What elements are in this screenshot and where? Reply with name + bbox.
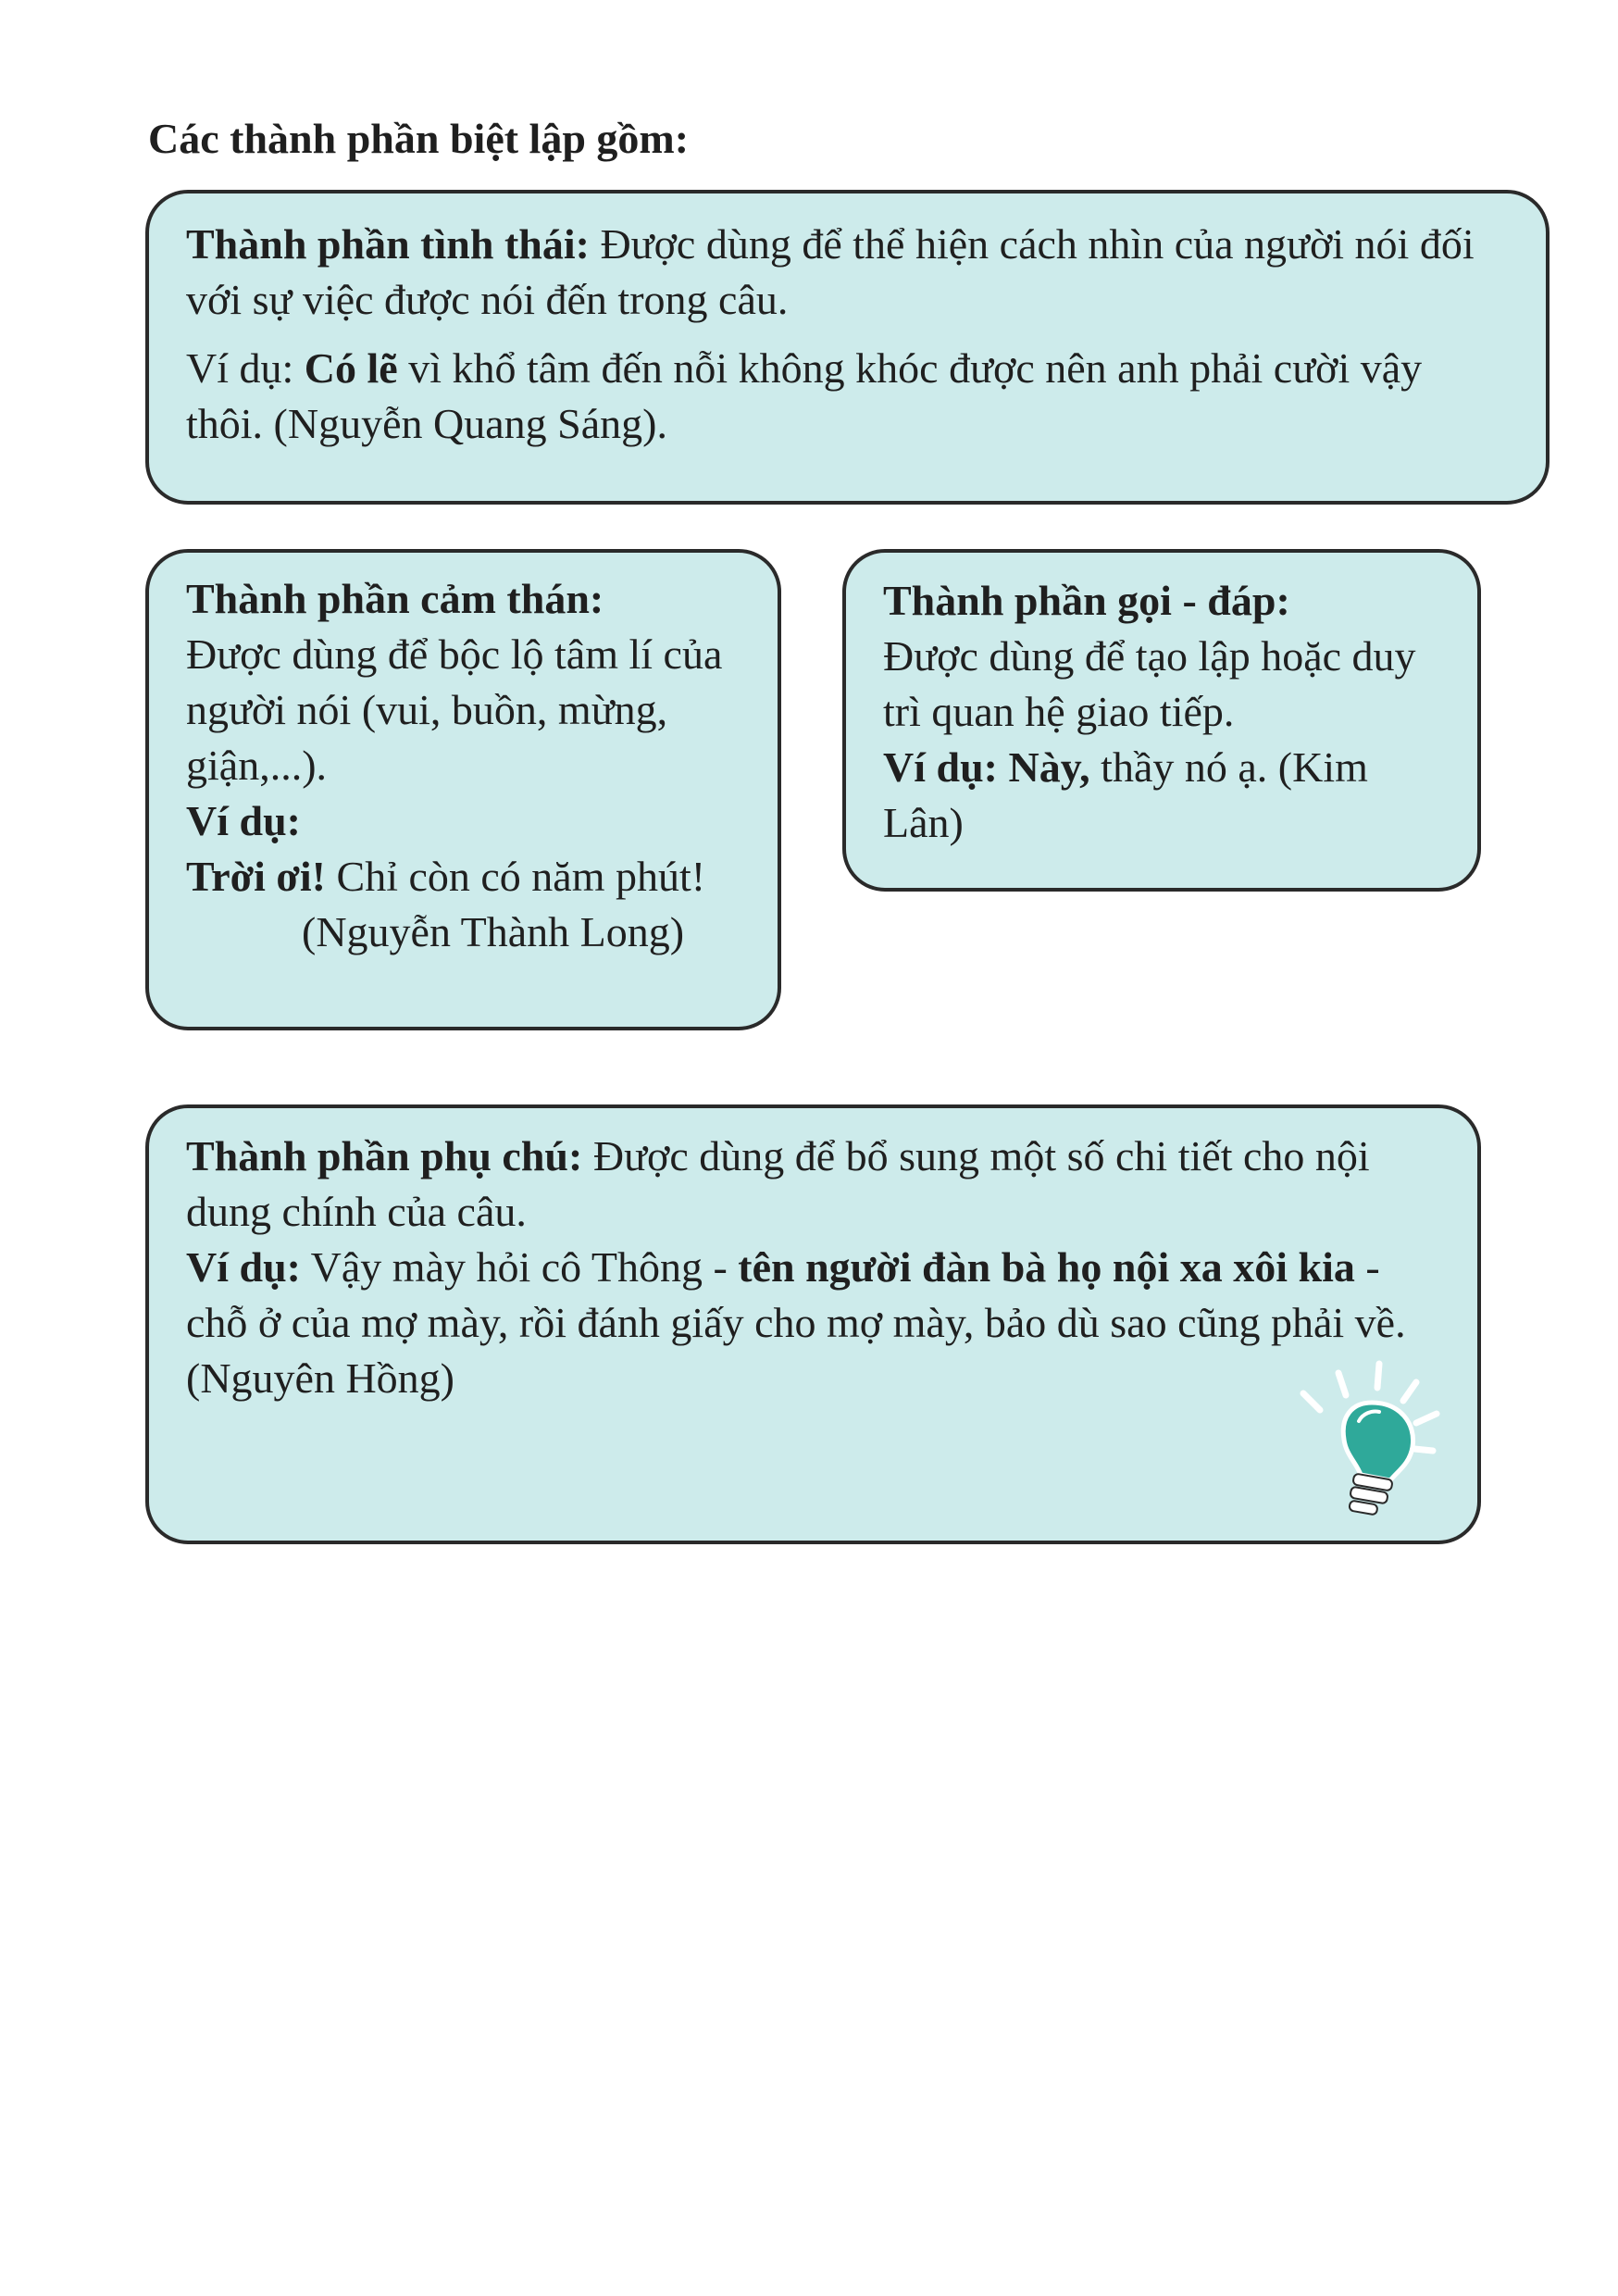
cam-than-example-text: Chỉ còn có năm phút!: [326, 853, 706, 900]
cam-than-source: (Nguyễn Thành Long): [302, 908, 685, 955]
box-goi-dap: [842, 549, 1481, 892]
page-heading: Các thành phần biệt lập gồm:: [148, 115, 690, 162]
cam-than-example-label: Ví dụ:: [186, 797, 301, 844]
phu-chu-example: [186, 1240, 1440, 1406]
phu-chu-example-bold: tên người đàn bà họ nội xa xôi kia: [738, 1243, 1355, 1291]
tinh-thai-definition-text: Được dùng để thể hiện cách nhìn của người nói đối với sự việc được nói đến trong câu.: [186, 220, 1475, 323]
phu-chu-title: Thành phần phụ chú:: [186, 1132, 583, 1179]
cam-than-title: Thành phần cảm thán:: [186, 575, 604, 622]
goi-dap-title: Thành phần gọi - đáp:: [883, 577, 1290, 624]
goi-dap-definition: Được dùng để tạo lập hoặc duy trì quan hệ giao tiếp.: [883, 632, 1416, 735]
tinh-thai-definition: [186, 217, 1509, 328]
phu-chu-example-text-1: Vậy mày hỏi cô Thông -: [300, 1243, 739, 1291]
cam-than-example: [186, 849, 741, 905]
goi-dap-example-text: thầy nó ạ. (Kim Lân): [883, 743, 1368, 846]
phu-chu-example-label: Ví dụ:: [186, 1243, 301, 1291]
goi-dap-example-label: Ví dụ:: [883, 743, 1009, 791]
box-tinh-thai: [145, 190, 1550, 505]
goi-dap-example-bold: Này,: [1008, 743, 1090, 791]
tinh-thai-example-text: vì khổ tâm đến nỗi không khóc được nên anh phải cười vậy thôi. (Nguyễn Quang Sáng).: [186, 344, 1423, 447]
goi-dap-example: [883, 740, 1440, 851]
cam-than-example-bold: Trời ơi!: [186, 853, 327, 900]
tinh-thai-example-bold: Có lẽ: [304, 344, 398, 392]
lightbulb-icon: [1287, 1356, 1444, 1523]
box-phu-chu: [145, 1104, 1481, 1544]
phu-chu-example-text-2: - chỗ ở của mợ mày, rồi đánh giấy cho mợ mày, bảo dù sao cũng phải về. (Nguyên Hồng): [186, 1243, 1406, 1402]
tinh-thai-example-label: Ví dụ:: [186, 344, 305, 392]
phu-chu-definition-text: Được dùng để bổ sung một số chi tiết cho nội dung chính của câu.: [186, 1132, 1370, 1235]
tinh-thai-title: Thành phần tình thái:: [186, 220, 590, 268]
cam-than-definition: Được dùng để bộc lộ tâm lí của người nói (vui, buồn, mừng, giận,...).: [186, 630, 723, 789]
phu-chu-definition: [186, 1129, 1440, 1240]
box-cam-than: [145, 549, 781, 1030]
tinh-thai-example: [186, 341, 1509, 452]
